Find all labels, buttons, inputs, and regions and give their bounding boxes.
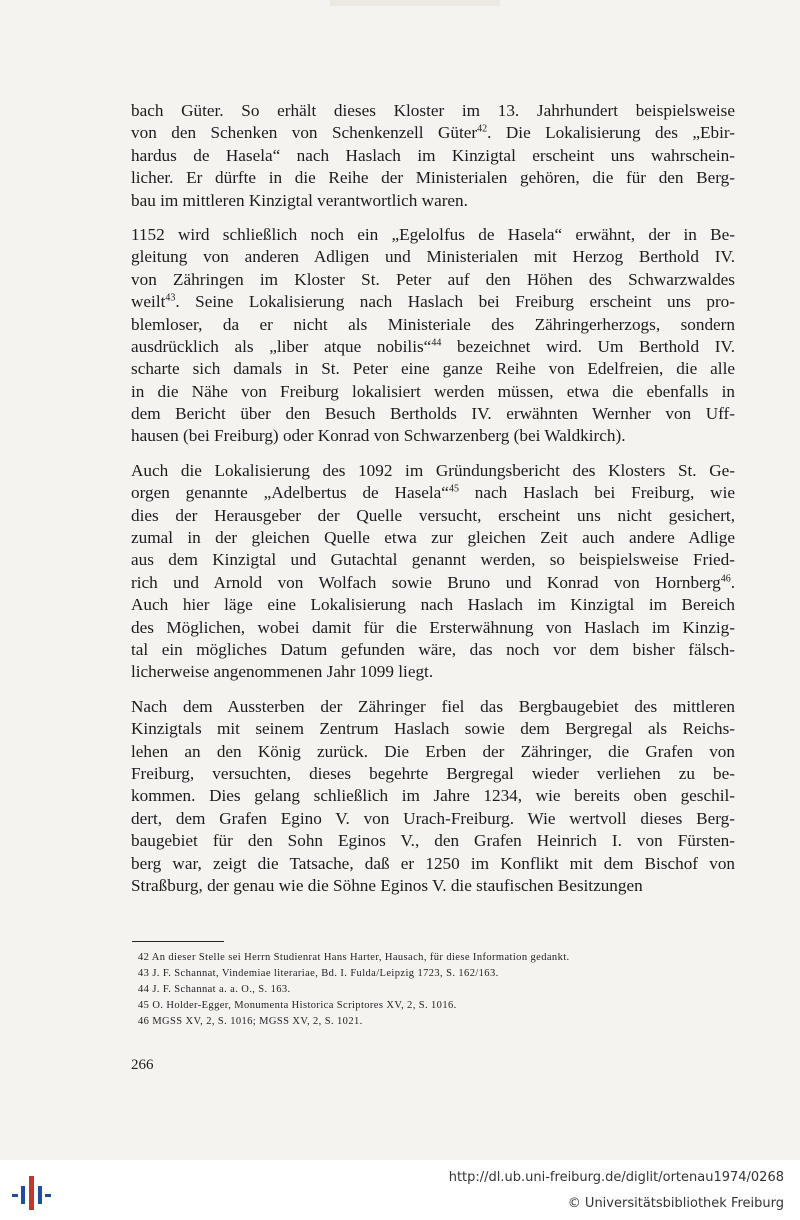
footnote-ref: 46	[720, 573, 731, 585]
text-line	[131, 696, 735, 718]
footnote-ref: 43	[165, 292, 176, 304]
text-run: Straßburg, der genau wie die Söhne Eginos V. die staufischen Besitzungen	[131, 875, 643, 895]
footnote-rule	[132, 941, 224, 942]
text-run: hardus de Hasela“ nach Haslach im Kinzigtal erscheint uns wahrschein-	[131, 145, 735, 165]
paragraph	[131, 460, 735, 684]
text-run: des Möglichen, wobei damit für die Ersterwähnung von Haslach im Kinzig-	[131, 617, 735, 637]
text-run: bau im mittleren Kinzigtal verantwortlich waren.	[131, 190, 468, 210]
footnotes	[138, 950, 738, 1030]
text-line	[131, 291, 735, 313]
text-line	[131, 875, 735, 897]
text-run: Nach dem Aussterben der Zähringer fiel das Bergbaugebiet des mittleren	[131, 696, 735, 716]
footnote: 44 J. F. Schannat a. a. O., S. 163.	[138, 984, 291, 995]
text-run: Freiburg, versuchten, dieses begehrte Bergregal wieder verliehen zu be-	[131, 763, 735, 783]
footnote: 45 O. Holder-Egger, Monumenta Historica Scriptores XV, 2, S. 1016.	[138, 1000, 457, 1011]
text-line	[131, 763, 735, 785]
text-line	[131, 785, 735, 807]
paragraph	[131, 696, 735, 898]
text-line	[131, 460, 735, 482]
text-line	[131, 505, 735, 527]
footnote-ref: 45	[448, 483, 459, 495]
text-line	[131, 718, 735, 740]
text-run: Auch hier läge eine Lokalisierung nach Haslach im Kinzigtal im Bereich	[131, 595, 735, 615]
text-line	[131, 572, 735, 594]
text-run: berg war, zeigt die Tatsache, daß er 1250 im Konflikt mit dem Bischof von	[131, 853, 735, 873]
text-line	[131, 167, 735, 189]
text-run: licher. Er dürfte in die Reihe der Ministerialen gehören, die für den Berg-	[131, 168, 735, 188]
viewer-footer	[0, 1160, 800, 1220]
text-run: scharte sich damals in St. Peter eine ganze Reihe von Edelfreien, die alle	[131, 359, 735, 379]
text-line	[131, 639, 735, 661]
text-line	[131, 190, 735, 212]
text-run: blemloser, da er nicht als Ministeriale des Zähringerherzogs, sondern	[131, 314, 735, 334]
text-run: lehen an den König zurück. Die Erben der Zähringer, die Grafen von	[131, 741, 735, 761]
body-text	[131, 100, 735, 909]
text-line	[131, 336, 735, 358]
text-run: von den Schenken von Schenkenzell Güter	[131, 123, 478, 143]
text-run: weilt	[131, 292, 166, 312]
source-url-link[interactable]: http://dl.ub.uni-freiburg.de/diglit/ortenau1974/0268	[448, 1170, 784, 1185]
text-line	[131, 527, 735, 549]
text-run: . Die Lokalisierung des „Ebir-	[487, 123, 735, 143]
text-run: dem Bericht über den Besuch Bertholds IV. erwähnten Wernher von Uff-	[131, 404, 735, 424]
text-run: 1152 wird schließlich noch ein „Egelolfus de Hasela“ erwähnt, der in Be-	[131, 224, 735, 244]
text-run: Kinzigtals mit seinem Zentrum Haslach sowie dem Bergregal als Reichs-	[131, 719, 735, 739]
text-run: zumal in der gleichen Quelle etwa zur gleichen Zeit auch andere Adlige	[131, 528, 735, 548]
text-run: baugebiet für den Sohn Eginos V., den Grafen Heinrich I. von Fürsten-	[131, 831, 735, 851]
text-line	[131, 145, 735, 167]
text-run: .	[730, 572, 735, 592]
footnote: 46 MGSS XV, 2, S. 1016; MGSS XV, 2, S. 1021.	[138, 1016, 363, 1027]
text-run: aus dem Kinzigtal und Gutachtal genannt werden, so beispielsweise Fried-	[131, 550, 735, 570]
text-run: orgen genannte „Adelbertus de Hasela“	[131, 483, 449, 503]
text-run: kommen. Dies gelang schließlich im Jahre 1234, wie bereits oben geschil-	[131, 786, 735, 806]
footnote: 43 J. F. Schannat, Vindemiae literariae, Bd. I. Fulda/Leipzig 1723, S. 162/163.	[138, 968, 499, 979]
text-line	[131, 100, 735, 122]
text-line	[131, 853, 735, 875]
text-run: ausdrücklich als „liber atque nobilis“	[131, 336, 432, 356]
text-line	[131, 381, 735, 403]
text-line	[131, 425, 735, 447]
text-line	[131, 358, 735, 380]
text-run: bach Güter. So erhält dieses Kloster im 13. Jahrhundert beispielsweise	[131, 101, 735, 120]
paragraph	[131, 100, 735, 212]
paragraph	[131, 224, 735, 448]
text-line	[131, 617, 735, 639]
text-run: Auch die Lokalisierung des 1092 im Gründungsbericht des Klosters St. Ge-	[131, 460, 735, 480]
copyright-notice: © Universitätsbibliothek Freiburg	[567, 1196, 784, 1211]
bleed-through	[330, 0, 500, 6]
text-line	[131, 246, 735, 268]
text-run: dies der Herausgeber der Quelle versucht, erscheint uns nicht gesichert,	[131, 505, 735, 525]
text-line	[131, 482, 735, 504]
text-run: licherweise angenommenen Jahr 1099 liegt.	[131, 662, 434, 682]
text-line	[131, 224, 735, 246]
text-line	[131, 403, 735, 425]
text-line	[131, 269, 735, 291]
text-run: von Zähringen im Kloster St. Peter auf den Höhen des Schwarzwaldes	[131, 269, 735, 289]
text-line	[131, 594, 735, 616]
text-line	[131, 741, 735, 763]
text-run: bezeichnet wird. Um Berthold IV.	[441, 336, 735, 356]
text-run: tal ein mögliches Datum gefunden wäre, das noch vor dem bisher fälsch-	[131, 639, 735, 659]
text-run: gleitung von anderen Adligen und Ministerialen mit Herzog Berthold IV.	[131, 247, 735, 267]
text-line	[131, 808, 735, 830]
text-run: dert, dem Grafen Egino V. von Urach-Freiburg. Wie wertvoll dieses Berg-	[131, 808, 735, 828]
text-line	[131, 549, 735, 571]
text-line	[131, 122, 735, 144]
text-line	[131, 314, 735, 336]
ub-freiburg-logo-icon[interactable]	[12, 1172, 52, 1212]
text-run: in die Nähe von Freiburg lokalisiert werden müssen, etwa die ebenfalls in	[131, 381, 735, 401]
text-run: nach Haslach bei Freiburg, wie	[458, 483, 735, 503]
text-run: rich und Arnold von Wolfach sowie Bruno und Konrad von Hornberg	[131, 572, 721, 592]
text-run: . Seine Lokalisierung nach Haslach bei Freiburg erscheint uns pro-	[175, 292, 735, 312]
page-number: 266	[131, 1057, 154, 1073]
text-run: hausen (bei Freiburg) oder Konrad von Schwarzenberg (bei Waldkirch).	[131, 426, 626, 446]
footnote-ref: 44	[431, 337, 442, 349]
text-line	[131, 830, 735, 852]
footnote: 42 An dieser Stelle sei Herrn Studienrat Hans Harter, Hausach, für diese Information gedankt.	[138, 952, 570, 963]
footnote-ref: 42	[477, 123, 488, 135]
text-line	[131, 661, 735, 683]
